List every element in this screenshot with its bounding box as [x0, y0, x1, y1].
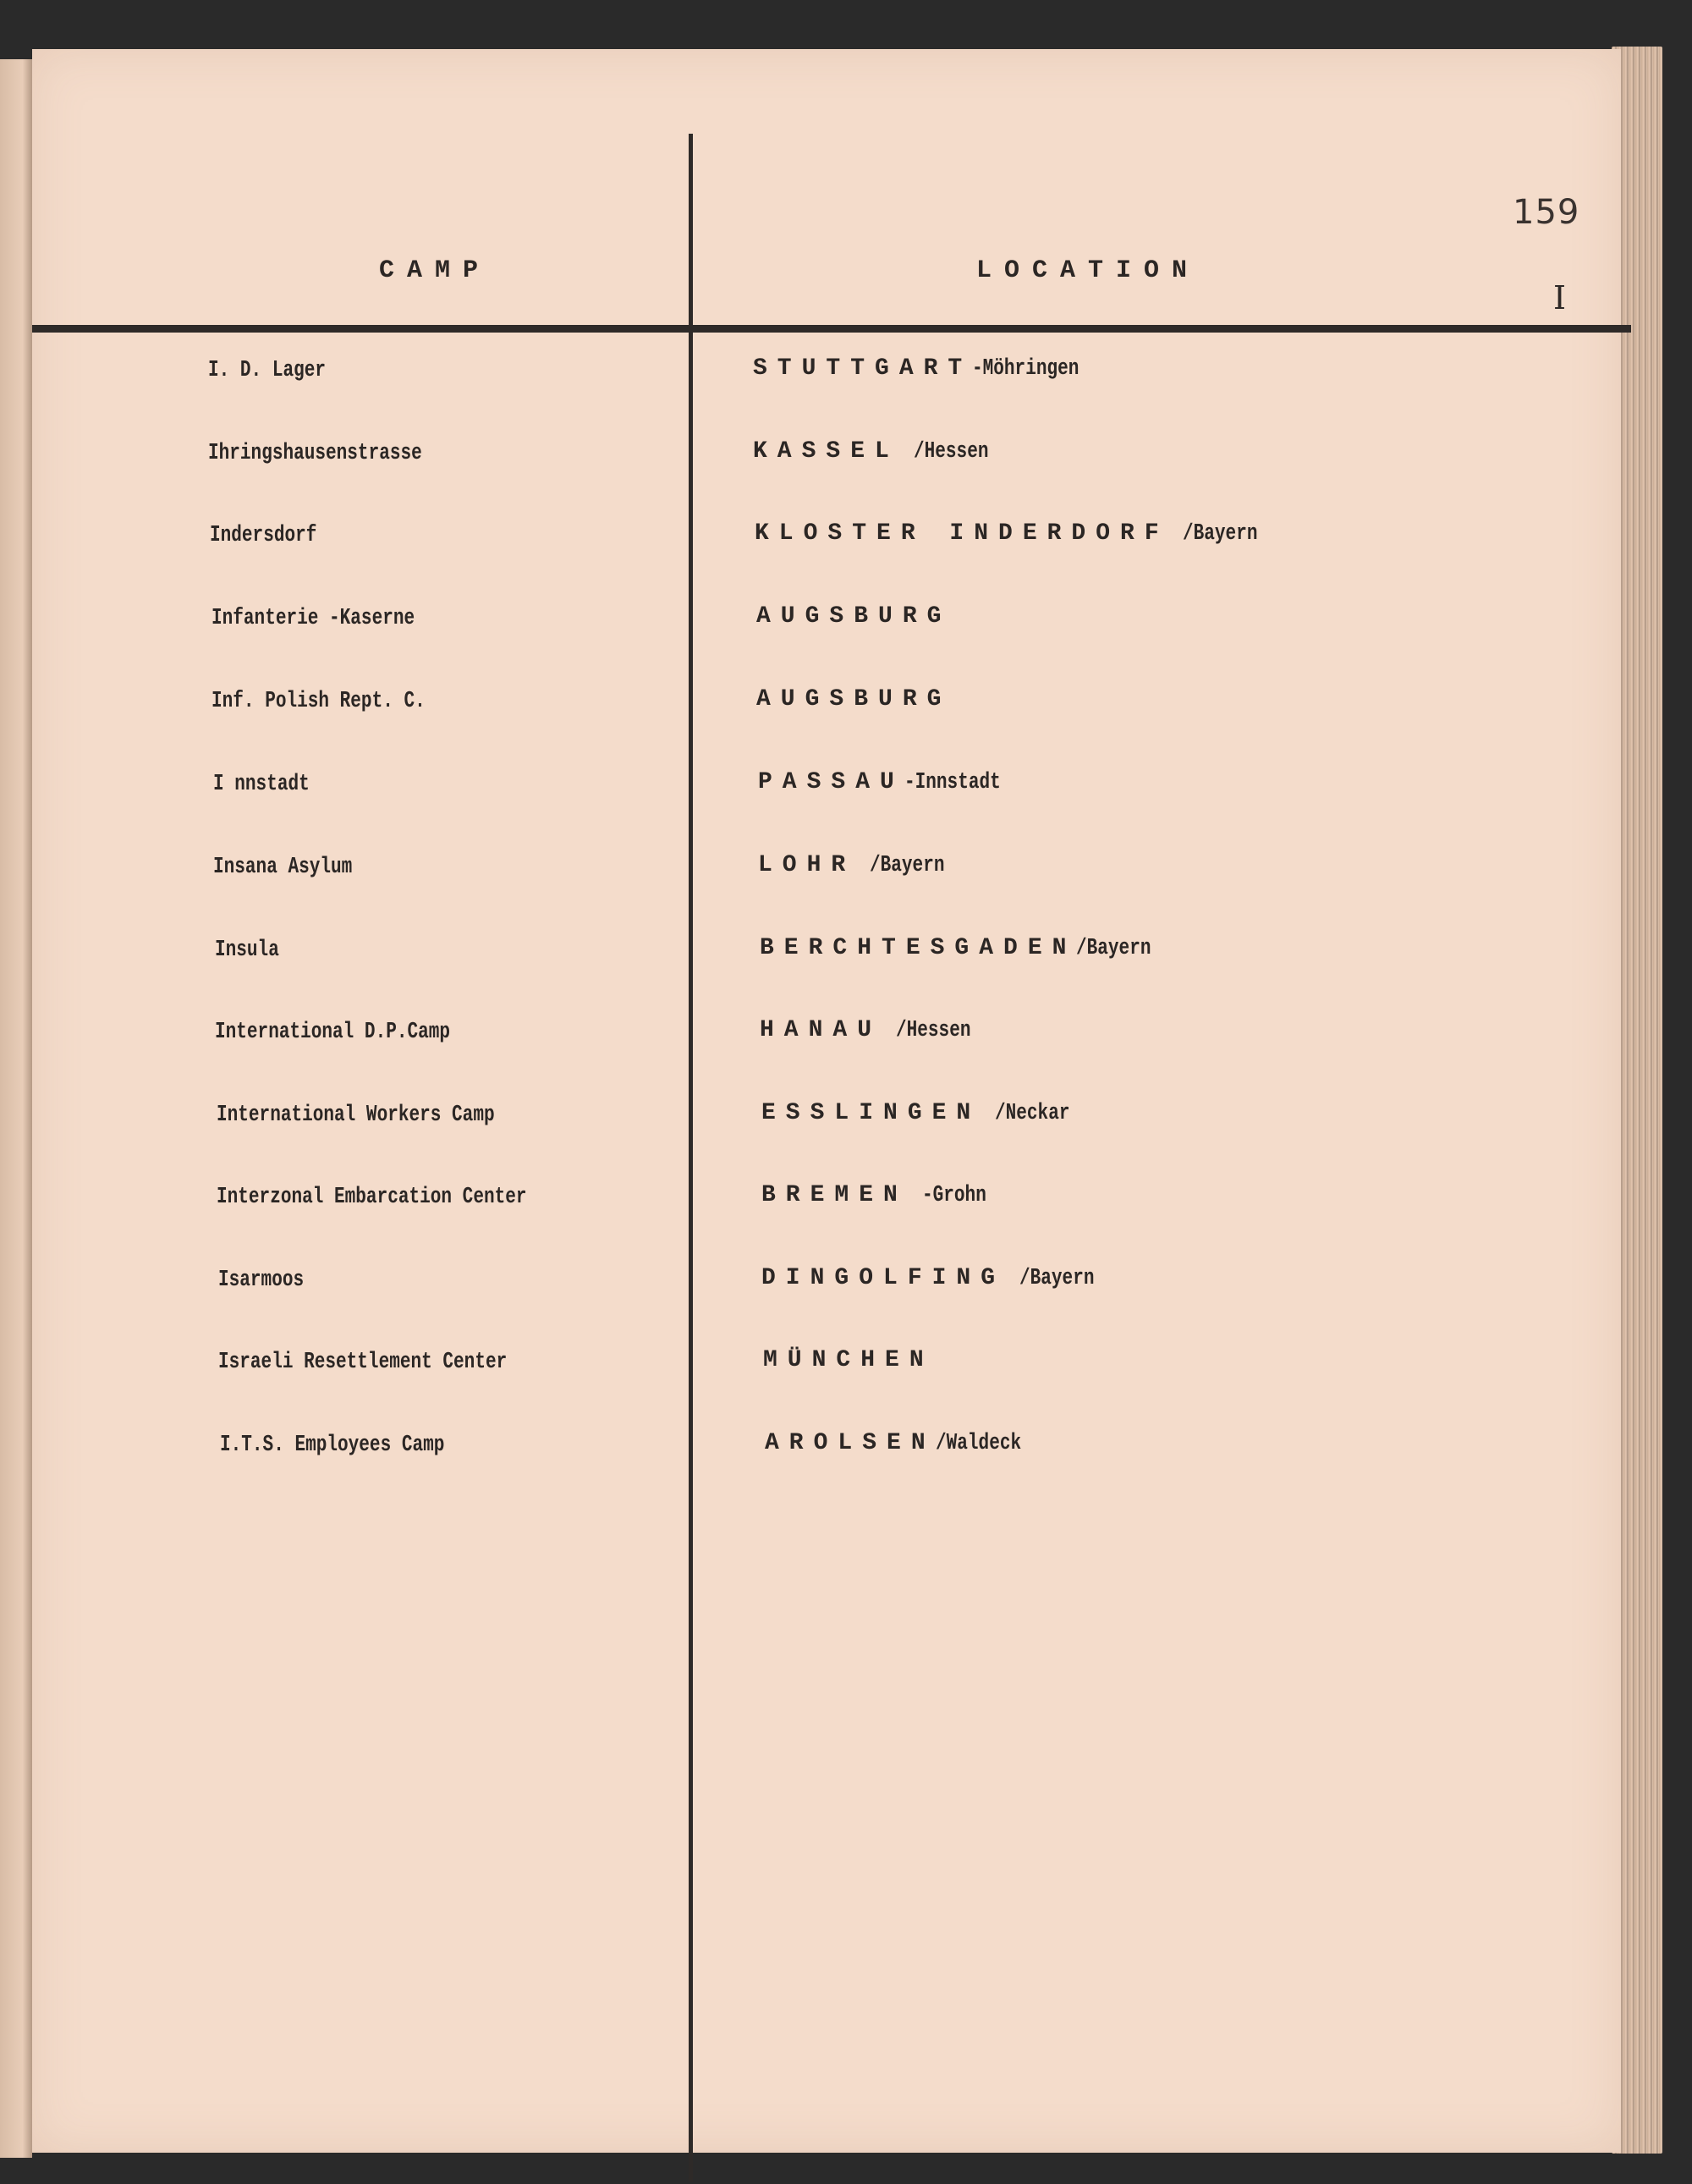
location-column-header: LOCATION [976, 256, 1200, 285]
location-region: /Bayern [1076, 936, 1151, 961]
section-letter: I [1553, 279, 1567, 316]
camp-entry: International Workers Camp [217, 1103, 495, 1128]
location-entry [760, 935, 1173, 961]
location-city: KLOSTER INDERDORF [755, 520, 1169, 547]
location-city: MÜNCHEN [763, 1347, 934, 1373]
column-divider [689, 134, 693, 2181]
location-city: DINGOLFING [761, 1265, 1006, 1291]
location-region: /Hessen [895, 1018, 971, 1043]
location-region: /Waldeck [935, 1431, 1021, 1456]
location-city: HANAU [760, 1017, 882, 1043]
document-page [32, 49, 1621, 2153]
camp-entry: Inf. Polish Rept. C. [212, 689, 426, 714]
camp-entry: I.T.S. Employees Camp [220, 1433, 445, 1458]
location-region: /Bayern [1183, 521, 1258, 547]
previous-page-edge [0, 59, 32, 2158]
location-entry [756, 603, 951, 630]
camp-entry: Infanterie -Kaserne [212, 606, 415, 631]
location-entry [761, 1265, 1115, 1291]
location-entry [761, 1100, 1090, 1126]
header-divider [32, 325, 1631, 333]
location-city: LOHR [758, 852, 856, 878]
location-region: -Grohn [921, 1183, 986, 1208]
location-region: -Innstadt [904, 770, 1001, 795]
location-region: /Neckar [995, 1101, 1070, 1126]
location-entry [761, 1182, 1004, 1208]
location-entry [760, 1017, 992, 1043]
camp-entry: I. D. Lager [208, 358, 327, 383]
location-region: -Möhringen [972, 356, 1079, 382]
location-city: ESSLINGEN [761, 1100, 981, 1126]
camp-entry: International D.P.Camp [215, 1020, 451, 1045]
location-entry [758, 769, 1028, 795]
camp-entry: Indersdorf [210, 523, 317, 548]
page-number: 159 [1513, 193, 1580, 232]
location-city: PASSAU [758, 769, 904, 795]
location-entry [765, 1430, 1045, 1456]
location-entry [753, 355, 1109, 382]
location-region: /Bayern [870, 853, 945, 878]
location-entry [755, 520, 1279, 547]
location-entry [756, 686, 951, 712]
location-city: KASSEL [753, 438, 899, 465]
location-region: /Hessen [913, 439, 989, 465]
location-city: STUTTGART [753, 355, 973, 382]
location-city: AROLSEN [765, 1430, 936, 1456]
location-city: BERCHTESGADEN [760, 935, 1077, 961]
camp-entry: I nnstadt [213, 772, 310, 797]
camp-entry: Isarmoos [218, 1268, 305, 1293]
camp-entry: Ihringshausenstrasse [208, 441, 422, 466]
location-city: AUGSBURG [756, 686, 952, 712]
location-city: BREMEN [761, 1182, 908, 1208]
camp-entry: Interzonal Embarcation Center [217, 1185, 527, 1210]
location-region: /Bayern [1019, 1266, 1095, 1291]
location-entry [753, 438, 1009, 465]
location-entry [763, 1347, 934, 1373]
location-city: AUGSBURG [756, 603, 952, 630]
camp-entry: Insana Asylum [213, 855, 353, 880]
camp-entry: Insula [215, 938, 279, 963]
location-entry [758, 852, 965, 878]
camp-column-header: CAMP [379, 256, 492, 285]
camp-entry: Israeli Resettlement Center [218, 1350, 508, 1375]
